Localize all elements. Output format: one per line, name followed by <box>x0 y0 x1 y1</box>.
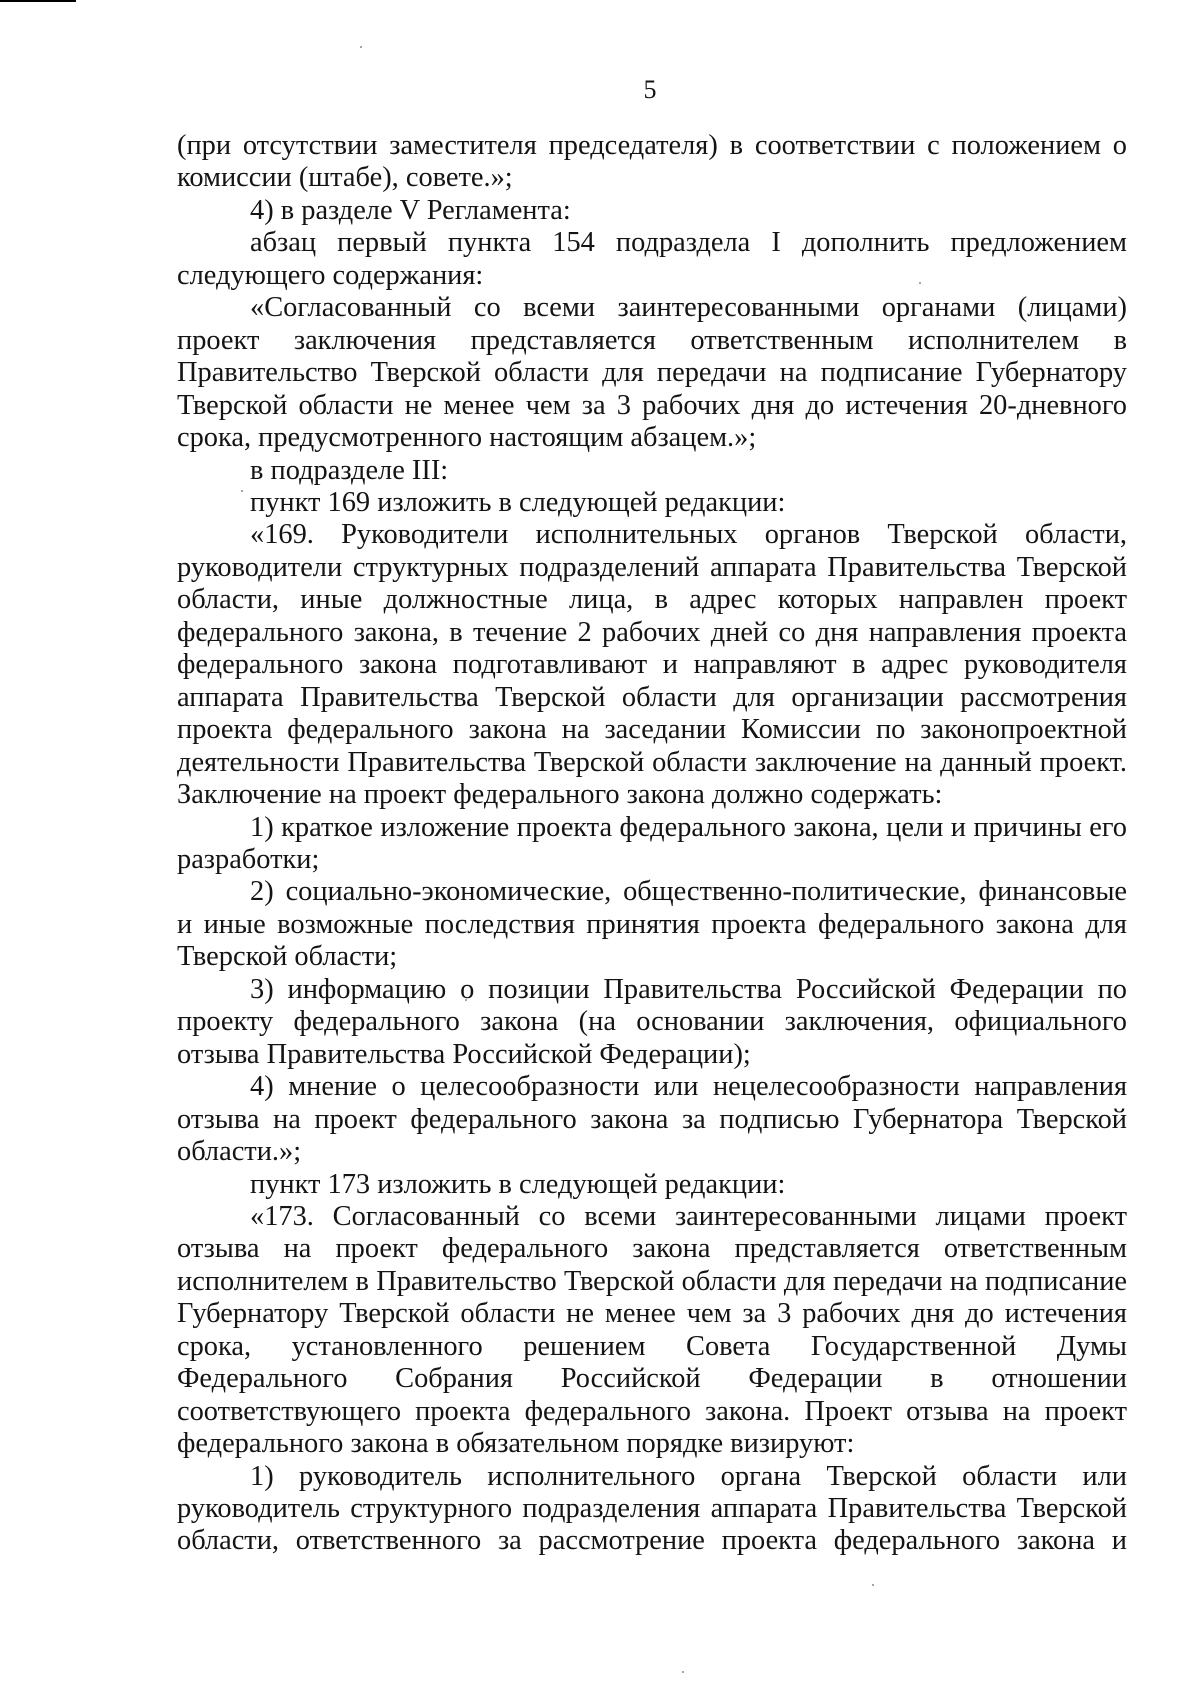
paragraph: пункт 169 изложить в следующей редакции: <box>250 486 786 518</box>
paragraph: 3) информацию о позиции Правительства Российской Федерации по проекту федерального закона (на основании заключения, официального отзыва Правительства Российской Федерации); <box>177 973 1127 1070</box>
document-body <box>177 130 1127 1558</box>
paragraph: в подразделе III: <box>250 454 449 486</box>
paragraph: 4) мнение о целесообразности или нецелесообразности направления отзыва на проект федерального закона за подписью Губернатора Тверской области.»; <box>177 1071 1127 1168</box>
scan-speck <box>360 46 362 48</box>
scan-corner-mark <box>0 0 76 2</box>
paragraph: «173. Согласованный со всеми заинтересованными лицами проект отзыва на проект федерального закона представляется ответственным исполнителем в Правительство Тверской области для передачи на подписание Губернатору Тверской области не менее чем за 3 рабочих дня до истечения срока, установленного решением Совета Государственной Думы Федерального Собрания Российской Федерации в отношении соответствующего проекта федерального закона. Проект отзыва на проект федерального закона в обязательном порядке визируют: <box>177 1200 1127 1460</box>
paragraph: пункт 173 изложить в следующей редакции: <box>250 1168 786 1200</box>
paragraph-continued: 1) руководитель исполнительного органа Тверской области или руководитель структурного подразделения аппарата Правительства Тверской области, ответственного за рассмотрение проекта федерального закона и <box>177 1460 1127 1557</box>
page-number: 5 <box>643 75 657 104</box>
paragraph: 2) социально-экономические, общественно-политические, финансовые и иные возможные последствия принятия проекта федерального закона для Тверской области; <box>177 876 1127 973</box>
paragraph: 4) в разделе V Регламента: <box>250 194 571 226</box>
paragraph: 1) краткое изложение проекта федерального закона, цели и причины его разработки; <box>177 811 1127 875</box>
paragraph: (при отсутствии заместителя председателя) в соответствии с положением о комиссии (штабе), совете.»; <box>177 130 1127 194</box>
paragraph: «169. Руководители исполнительных органов Тверской области, руководители структурных подразделений аппарата Правительства Тверской области, иные должностные лица, в адрес которых направлен проект федерального закона, в течение 2 рабочих дней со дня направления проекта федерального закона подготавливают и направляют в адрес руководителя аппарата Правительства Тверской области для организации рассмотрения проекта федерального закона на заседании Комиссии по законопроектной деятельности Правительства Тверской области заключение на данный проект. Заключение на проект федерального закона должно содержать: <box>177 519 1127 811</box>
scan-speck <box>872 1584 874 1586</box>
paragraph: абзац первый пункта 154 подраздела I дополнить предложением следующего содержания: <box>177 227 1127 291</box>
paragraph: «Согласованный со всеми заинтересованными органами (лицами) проект заключения представляется ответственным исполнителем в Правительство Тверской области для передачи на подписание Губернатору Тверской области не менее чем за 3 рабочих дня до истечения 20-дневного срока, предусмотренного настоящим абзацем.»; <box>177 292 1127 454</box>
scan-speck <box>682 1671 684 1673</box>
